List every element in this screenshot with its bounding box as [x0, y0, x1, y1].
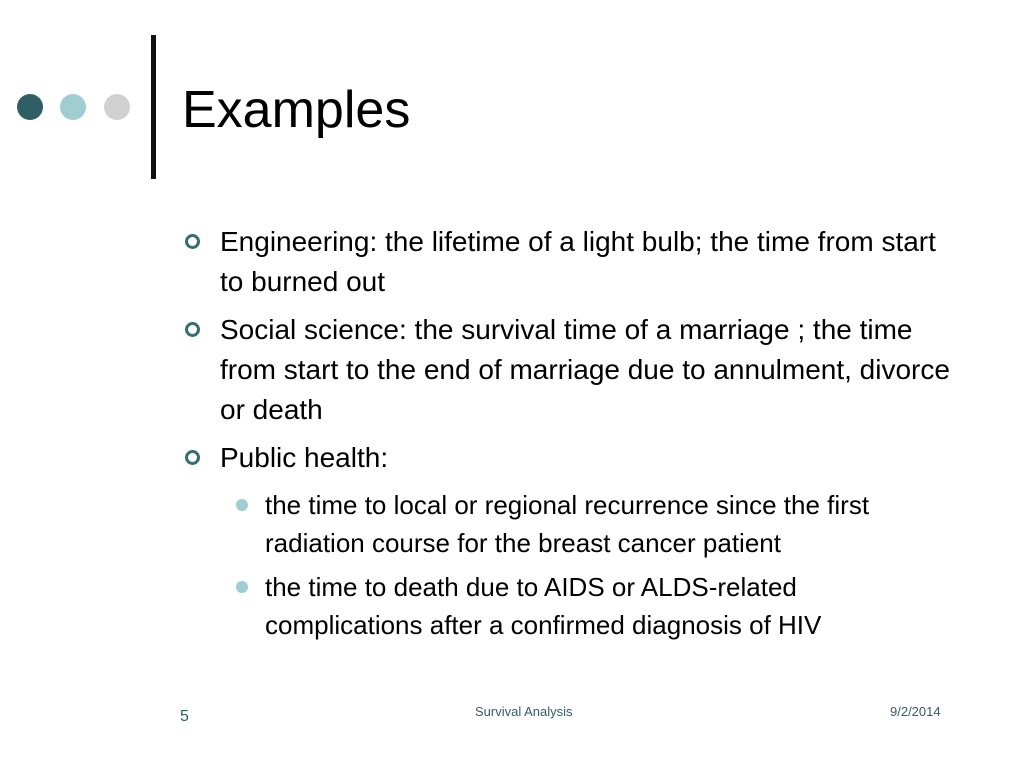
- bullet-text: Social science: the survival time of a marriage ; the time from start to the end of marriage due to annulment, divorce or death: [220, 314, 950, 425]
- slide-content: [182, 222, 962, 650]
- footer-date: 9/2/2014: [890, 704, 941, 719]
- bullet-item-public-health: [182, 438, 960, 478]
- footer-presentation-title: Survival Analysis: [475, 704, 573, 719]
- bullet-item-social-science: [182, 310, 960, 430]
- hollow-circle-bullet-icon: [185, 450, 200, 465]
- slide-title: Examples: [182, 81, 411, 139]
- bullet-text: Engineering: the lifetime of a light bulb; the time from start to burned out: [220, 226, 936, 297]
- sub-bullet-text: the time to local or regional recurrence since the first radiation course for the breast cancer patient: [265, 490, 870, 558]
- hollow-circle-bullet-icon: [185, 322, 200, 337]
- filled-circle-bullet-icon: [236, 499, 248, 511]
- sub-bullet-item-aids: [227, 568, 927, 644]
- sub-bullet-text: the time to death due to AIDS or ALDS-related complications after a confirmed diagnosis of HIV: [265, 572, 822, 640]
- sub-bullet-item-recurrence: [227, 486, 927, 562]
- title-divider-bar: [151, 35, 156, 179]
- decorative-dot-light: [60, 94, 86, 120]
- decorative-dot-dark: [17, 94, 43, 120]
- bullet-list: [182, 222, 962, 478]
- footer-page-number: 5: [180, 708, 189, 725]
- filled-circle-bullet-icon: [236, 581, 248, 593]
- decorative-dot-gray: [104, 94, 130, 120]
- bullet-text: Public health:: [220, 442, 389, 473]
- hollow-circle-bullet-icon: [185, 234, 200, 249]
- sub-bullet-list: [227, 486, 927, 644]
- bullet-item-engineering: [182, 222, 960, 302]
